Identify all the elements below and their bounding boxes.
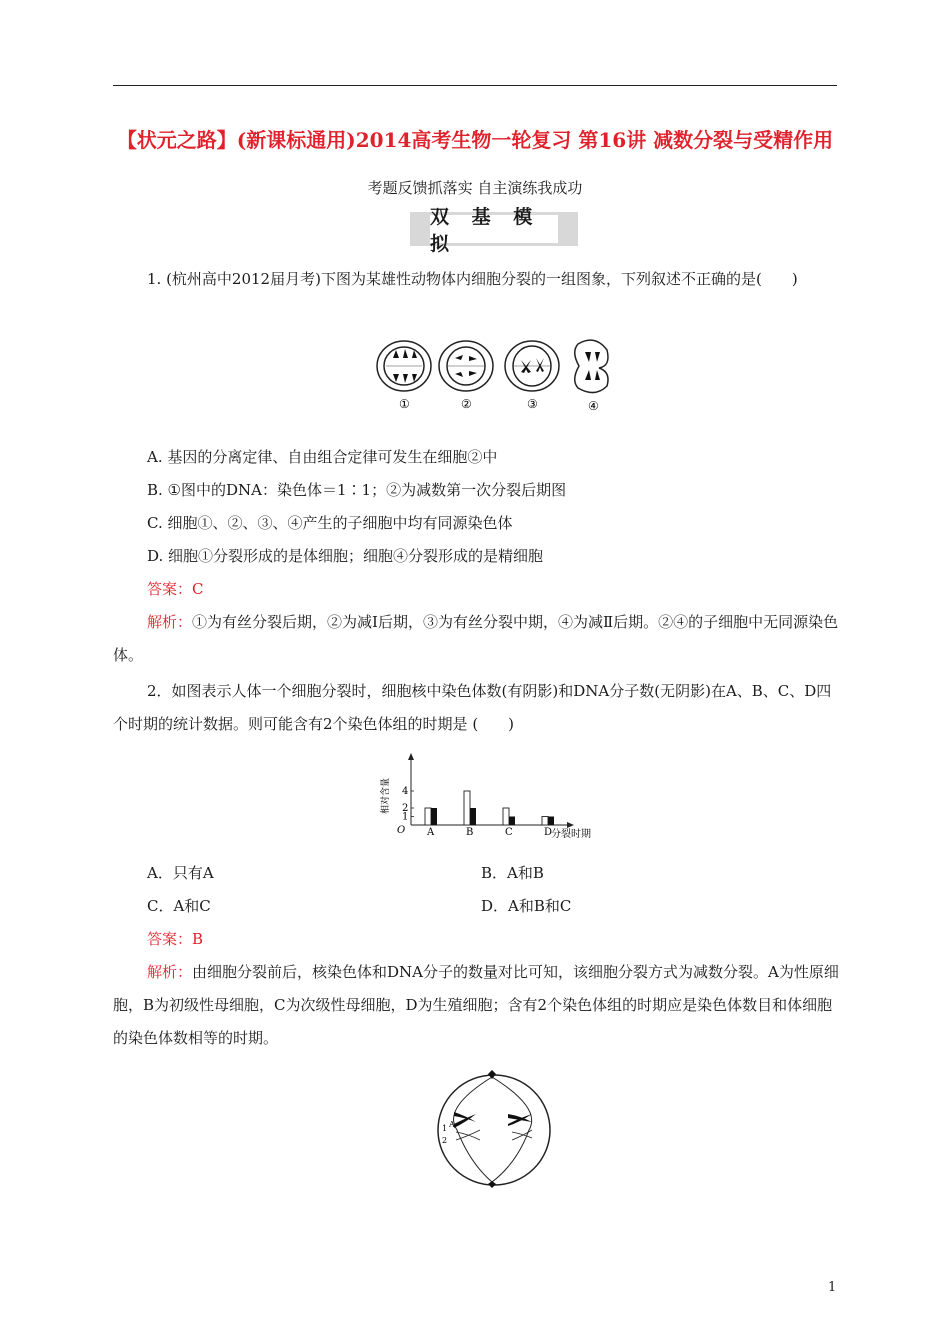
chart-xtick-A: A xyxy=(427,827,435,838)
q1-answer-label: 答案： xyxy=(147,580,193,598)
chart-bar-dna-D xyxy=(542,817,548,826)
q1-answer-value: C xyxy=(192,580,204,598)
q2-stem: 2．如图表示人体一个细胞分裂时，细胞核中染色体数(有阴影)和DNA分子数(无阴影)在A、B、C、D四个时期的统计数据。则可能含有2个染色体组的时期是 ( ) xyxy=(113,682,832,733)
chart-xtick-B: B xyxy=(466,827,474,838)
q2-analysis-label: 解析： xyxy=(147,963,193,981)
q1-option-c: C. 细胞①、②、③、④产生的子细胞中均有同源染色体 xyxy=(147,514,513,532)
q1-option-b: B. ①图中的DNA：染色体＝1∶1；②为减数第一次分裂后期图 xyxy=(147,481,567,499)
q1-answer xyxy=(147,579,204,599)
q1-analysis-label: 解析： xyxy=(147,613,193,631)
q2-option-b: B．A和B xyxy=(481,864,544,882)
q1-figure-label-4: ④ xyxy=(588,399,599,413)
chart-bar-chromosome-B xyxy=(470,808,476,825)
chart-ytick-label-2: 2 xyxy=(402,803,409,814)
q3-label-2: 2 xyxy=(442,1136,448,1145)
chart-ytick-label-4: 4 xyxy=(402,786,409,797)
q2-option-d: D．A和B和C xyxy=(481,897,572,915)
chart-bar-dna-A xyxy=(425,808,431,825)
chart-bar-chromosome-D xyxy=(548,817,554,826)
header-rule xyxy=(113,85,837,86)
q3-label-a: A xyxy=(449,1120,455,1129)
q1-figure-label-1: ① xyxy=(399,397,410,411)
chart-bar-dna-C xyxy=(503,808,509,825)
q2-answer xyxy=(147,929,203,949)
chart-xtick-C: C xyxy=(505,827,513,838)
page-title: 【状元之路】(新课标通用)2014高考生物一轮复习 第16讲 减数分裂与受精作用 xyxy=(116,128,834,152)
q1-option-a: A. 基因的分离定律、自由组合定律可发生在细胞②中 xyxy=(147,448,498,466)
q1-stem: 1. (杭州高中2012届月考)下图为某雄性动物体内细胞分裂的一组图象，下列叙述不正确的是( ) xyxy=(147,270,798,288)
q1-figure-label-2: ② xyxy=(461,397,472,411)
chart-origin: O xyxy=(397,825,406,836)
chart-bar-dna-B xyxy=(464,791,470,825)
chart-xlabel: 分裂时期 xyxy=(551,829,591,840)
q1-figure-label-3: ③ xyxy=(527,397,538,411)
page-subtitle: 考题反馈抓落实 自主演练我成功 xyxy=(367,179,583,197)
q1-cell-figure xyxy=(375,336,615,416)
q2-analysis-text: 由细胞分裂前后，核染色体和DNA分子的数量对比可知，该细胞分裂方式为减数分裂。A为性原细胞，B为初级性母细胞，C为次级性母细胞，D为生殖细胞；含有2个染色体组的时期应是染色体数目和体细胞的染色体数相等的时期。 xyxy=(113,963,839,1047)
chart-bar-chromosome-A xyxy=(431,808,437,825)
q2-option-c: C．A和C xyxy=(147,897,211,915)
chart-xtick-D: D xyxy=(544,827,553,838)
q2-analysis xyxy=(113,956,841,1055)
q3-cell-figure xyxy=(432,1068,556,1190)
q2-answer-label: 答案： xyxy=(147,930,193,948)
chart-ytick-label-1: 1 xyxy=(402,811,409,823)
section-banner xyxy=(410,206,578,255)
q1-option-d: D. 细胞①分裂形成的是体细胞；细胞④分裂形成的是精细胞 xyxy=(147,547,544,565)
chart-x-arrow xyxy=(567,822,574,828)
q2-bar-chart xyxy=(375,748,605,842)
page-number: 1 xyxy=(828,1280,837,1295)
chart-y-arrow xyxy=(408,753,414,760)
section-label: 双 基 模 拟 xyxy=(430,215,558,243)
q1-analysis-text: ①为有丝分裂后期，②为减Ⅰ后期，③为有丝分裂中期，④为减Ⅱ后期。②④的子细胞中无同源染色体。 xyxy=(113,613,839,664)
chart-bar-chromosome-C xyxy=(509,817,515,826)
q2-option-a: A．只有A xyxy=(147,864,214,882)
q1-analysis xyxy=(113,606,841,672)
q2-answer-value: B xyxy=(192,930,204,948)
chart-ylabel: 相对含量 xyxy=(381,777,391,815)
q3-label-1: 1 xyxy=(442,1124,448,1133)
